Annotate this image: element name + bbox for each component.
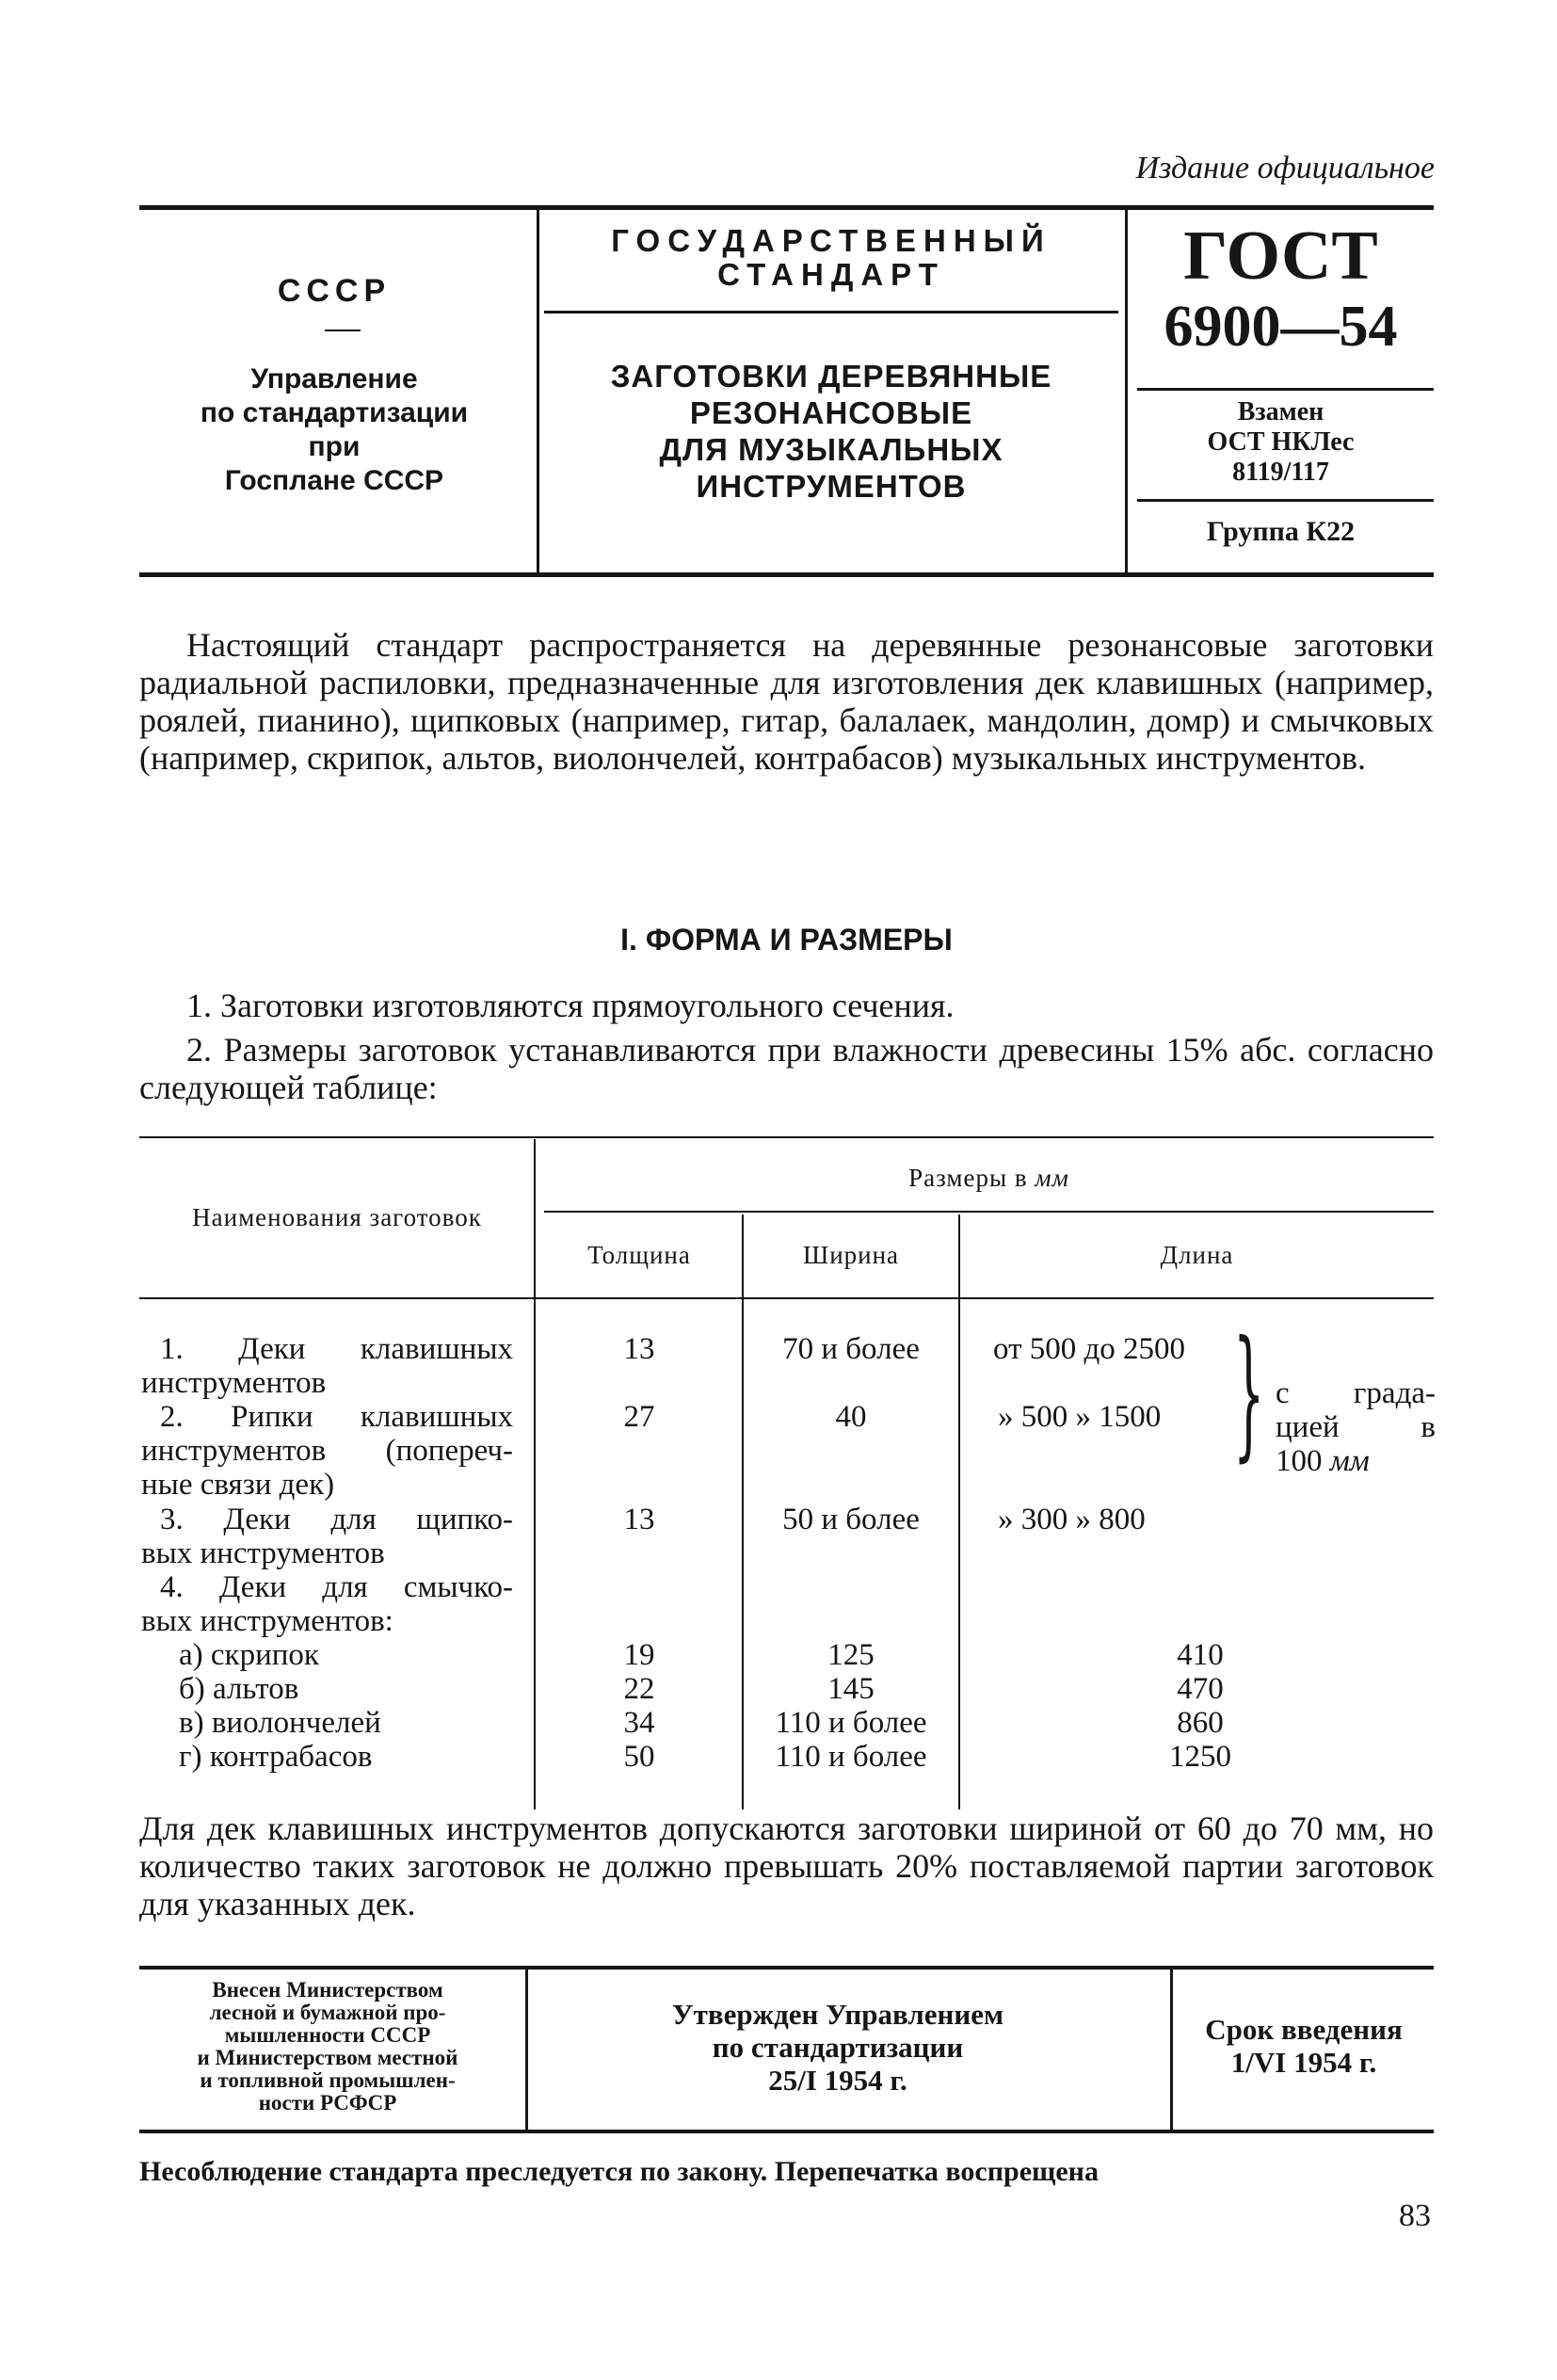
introduced-by-line: лесной и бумажной про- xyxy=(209,2001,446,2024)
col-header-width: Ширина xyxy=(802,1241,900,1269)
row-length: 470 xyxy=(1177,1672,1224,1706)
row-length: 1250 xyxy=(1169,1740,1231,1774)
effective-line: 1/VI 1954 г. xyxy=(1230,2046,1377,2079)
title-line: ЗАГОТОВКИ ДЕРЕВЯННЫЕ xyxy=(610,359,1052,394)
gradation-line: цией в xyxy=(1276,1410,1436,1444)
authority-line: по стандартизации xyxy=(200,397,469,428)
table-row-name: в) виолончелей xyxy=(179,1706,381,1740)
col-header-length: Длина xyxy=(1160,1241,1234,1269)
page-number: 83 xyxy=(1399,2198,1431,2233)
row-thickness: 13 xyxy=(623,1332,655,1366)
row-width: 145 xyxy=(827,1672,875,1706)
replaces-line: 8119/117 xyxy=(1232,458,1329,487)
approved-by xyxy=(537,1998,1139,2097)
header-divider-left xyxy=(537,210,539,572)
row-name-line: инструментов (попереч- xyxy=(141,1434,513,1468)
replaces-line: Взамен xyxy=(1237,397,1324,426)
col-header-thickness: Толщина xyxy=(587,1241,691,1269)
standard-type-line: ГОСУДАРСТВЕННЫЙ xyxy=(611,223,1051,258)
row-thickness: 19 xyxy=(623,1638,655,1672)
table-subheader-rule xyxy=(544,1211,1434,1213)
footer-top-rule xyxy=(139,1966,1434,1970)
title-line: ИНСТРУМЕНТОВ xyxy=(696,469,967,504)
group-label: Группа К22 xyxy=(1206,516,1356,547)
col-header-sizes xyxy=(544,1164,1434,1193)
introduced-by-line: ности РСФСР xyxy=(258,2091,397,2115)
introduced-by-line: и топливной промышлен- xyxy=(200,2068,456,2092)
standard-type xyxy=(544,224,1118,292)
row-thickness: 27 xyxy=(623,1400,655,1434)
footer-divider xyxy=(525,1970,528,2130)
replaces-line: ОСТ НКЛес xyxy=(1207,427,1355,457)
table-col-divider xyxy=(958,1214,960,1809)
introduced-by-line: и Министерством местной xyxy=(197,2046,458,2069)
item-1: 1. Заготовки изготовляются прямоугольного сечения. xyxy=(186,987,955,1024)
table-row-name xyxy=(141,1503,513,1570)
replaces-separator-bottom xyxy=(1137,499,1434,502)
warning-text: Несоблюдение стандарта преследуется по закону. Перепечатка воспрещена xyxy=(139,2156,1099,2187)
authority-line: Управление xyxy=(250,363,418,394)
replaces-block xyxy=(1128,397,1434,488)
edition-label: Издание официальное xyxy=(1135,151,1435,185)
col-header-sizes-text: Размеры в xyxy=(908,1164,1028,1192)
country-label: СССР xyxy=(277,273,392,309)
intro-paragraph: Настоящий стандарт распространяется на деревянные резонансовые заготовки радиальной распиловки, предназначенные для изготовления дек клавишных (например, роялей, пианино), щипковых (например, гитар, балалаек, мандолин, домр) и смычковых (например, скрипок, альтов, виолончелей, контрабасов) музыкальных инструментов. xyxy=(139,626,1434,777)
item-2: 2. Размеры заготовок устанавливаются при влажности древесины 15% абс. согласно следующей таблице: xyxy=(139,1031,1434,1106)
row-length: 410 xyxy=(1177,1638,1224,1672)
gradation-brace: } xyxy=(1233,1311,1265,1475)
row-thickness: 50 xyxy=(623,1740,655,1774)
note-paragraph: Для дек клавишных инструментов допускаются заготовки шириной от 60 до 70 мм, но количество таких заготовок не должно превышать 20% поставляемой партии заготовок для указанных дек. xyxy=(139,1809,1434,1922)
row-name-line: 2. Рипки клавишных xyxy=(160,1400,513,1434)
row-name-line: вых инструментов: xyxy=(141,1604,393,1638)
table-header-bottom-rule xyxy=(139,1297,1434,1299)
authority-line: при xyxy=(308,431,361,462)
row-name-line: 1. Деки клавишных xyxy=(160,1332,513,1366)
row-length: » 500 » 1500 xyxy=(998,1400,1162,1434)
row-name-line: вых инструментов xyxy=(141,1536,385,1570)
header-bottom-rule xyxy=(139,572,1434,577)
title-line: ДЛЯ МУЗЫКАЛЬНЫХ xyxy=(659,432,1003,467)
effective-line: Срок введения xyxy=(1205,2013,1403,2046)
row-length: от 500 до 2500 xyxy=(993,1332,1186,1366)
table-row-name xyxy=(141,1400,513,1502)
row-width: 70 и более xyxy=(782,1332,920,1366)
table-row-name: г) контрабасов xyxy=(179,1740,373,1774)
row-length: 860 xyxy=(1177,1706,1224,1740)
document-title xyxy=(544,358,1118,505)
introduced-by xyxy=(139,1979,516,2115)
row-width: 110 и более xyxy=(775,1740,927,1774)
introduced-by-line: Внесен Министерством xyxy=(212,1978,443,2002)
row-width: 110 и более xyxy=(775,1706,927,1740)
footer-divider xyxy=(1170,1970,1173,2130)
table-top-rule xyxy=(139,1136,1434,1138)
country-dash xyxy=(325,330,361,331)
row-name-line: ные связи дек) xyxy=(141,1468,335,1502)
authority-block xyxy=(146,362,522,498)
approved-by-line: 25/I 1954 г. xyxy=(768,2064,907,2097)
standard-type-line: СТАНДАРТ xyxy=(717,257,945,292)
row-name-line: 3. Деки для щипко- xyxy=(160,1503,513,1536)
approved-by-line: Утвержден Управлением xyxy=(671,1998,1004,2031)
table-row-name: а) скрипок xyxy=(179,1638,319,1672)
gradation-value: 100 xyxy=(1276,1444,1323,1478)
col-header-sizes-unit: мм xyxy=(1035,1164,1069,1192)
authority-line: Госплане СССР xyxy=(224,465,444,496)
introduced-by-line: мышленности СССР xyxy=(224,2023,431,2047)
gradation-line: с града- xyxy=(1276,1376,1436,1410)
footer-bottom-rule xyxy=(139,2130,1434,2133)
table-row-name xyxy=(141,1332,513,1400)
effective-date xyxy=(1177,2013,1431,2079)
gradation-unit: мм xyxy=(1329,1444,1370,1478)
section-title: I. ФОРМА И РАЗМЕРЫ xyxy=(620,923,953,957)
gradation-line xyxy=(1276,1444,1436,1478)
row-width: 50 и более xyxy=(782,1503,920,1536)
table-row-name xyxy=(141,1570,513,1638)
row-width: 40 xyxy=(835,1400,867,1434)
gost-label: ГОСТ xyxy=(1183,217,1378,295)
row-name-line: 4. Деки для смычко- xyxy=(160,1570,513,1604)
replaces-separator-top xyxy=(1137,388,1434,391)
row-thickness: 13 xyxy=(623,1503,655,1536)
title-separator xyxy=(544,311,1118,314)
title-line: РЕЗОНАНСОВЫЕ xyxy=(689,395,973,430)
gost-number: 6900—54 xyxy=(1164,295,1398,359)
row-thickness: 22 xyxy=(623,1672,655,1706)
col-header-name: Наименования заготовок xyxy=(192,1203,482,1231)
row-length: » 300 » 800 xyxy=(998,1503,1146,1536)
row-name-line: инструментов xyxy=(141,1366,327,1400)
row-width: 125 xyxy=(827,1638,875,1672)
gradation-note xyxy=(1276,1376,1436,1478)
approved-by-line: по стандартизации xyxy=(712,2031,964,2064)
row-thickness: 34 xyxy=(623,1706,655,1740)
table-row-name: б) альтов xyxy=(179,1672,299,1706)
header-top-rule xyxy=(139,205,1434,210)
